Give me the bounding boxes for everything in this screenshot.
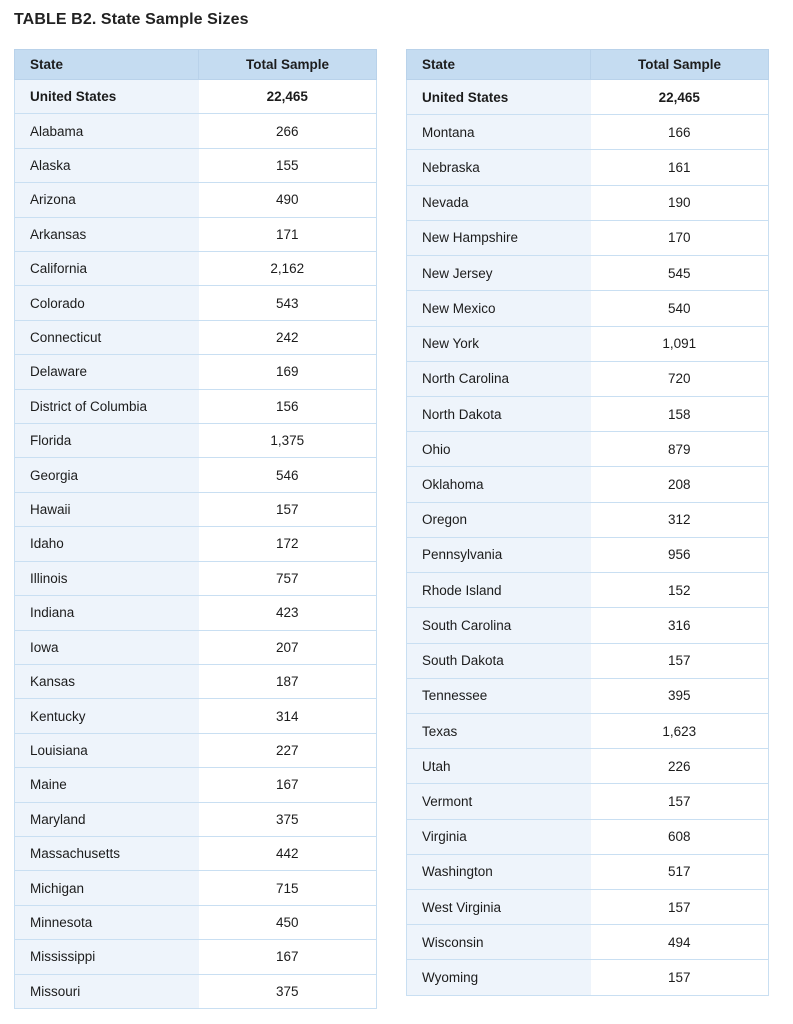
- total-sample-cell: 157: [591, 960, 769, 996]
- state-name-cell: New York: [407, 326, 591, 361]
- table-row: [407, 749, 769, 784]
- table-row: [15, 974, 377, 1008]
- state-name-cell: New Hampshire: [407, 220, 591, 255]
- total-sample-cell: 167: [199, 940, 377, 974]
- table-row: [407, 608, 769, 643]
- state-name-cell: Alaska: [15, 148, 199, 182]
- total-sample-cell: 442: [199, 836, 377, 870]
- table-row: [15, 768, 377, 802]
- total-sample-cell: 395: [591, 678, 769, 713]
- table-row: [407, 960, 769, 996]
- table-row: [407, 256, 769, 291]
- table-row: [407, 713, 769, 748]
- table-header-row: [407, 50, 769, 80]
- state-name-cell: United States: [15, 80, 199, 114]
- table-row: [407, 220, 769, 255]
- state-name-cell: Alabama: [15, 114, 199, 148]
- total-sample-cell: 22,465: [199, 80, 377, 114]
- state-name-cell: District of Columbia: [15, 389, 199, 423]
- total-sample-cell: 546: [199, 458, 377, 492]
- state-name-cell: Maine: [15, 768, 199, 802]
- state-name-cell: Missouri: [15, 974, 199, 1008]
- table-row: [15, 286, 377, 320]
- state-name-cell: Colorado: [15, 286, 199, 320]
- state-name-cell: United States: [407, 80, 591, 115]
- table-row: [407, 115, 769, 150]
- state-name-cell: Louisiana: [15, 733, 199, 767]
- total-sample-cell: 157: [591, 643, 769, 678]
- total-sample-cell: 956: [591, 537, 769, 572]
- total-sample-cell: 152: [591, 573, 769, 608]
- state-name-cell: New Mexico: [407, 291, 591, 326]
- state-name-cell: Virginia: [407, 819, 591, 854]
- state-name-cell: Pennsylvania: [407, 537, 591, 572]
- table-row: [407, 890, 769, 925]
- table-row: [15, 699, 377, 733]
- state-name-cell: Oregon: [407, 502, 591, 537]
- total-sample-cell: 608: [591, 819, 769, 854]
- total-sample-cell: 187: [199, 664, 377, 698]
- table-row: [15, 320, 377, 354]
- table-row: [407, 854, 769, 889]
- table-row: [15, 148, 377, 182]
- total-sample-cell: 1,623: [591, 713, 769, 748]
- state-name-cell: Hawaii: [15, 492, 199, 526]
- table-row: [15, 355, 377, 389]
- table-row: [15, 940, 377, 974]
- state-name-cell: Rhode Island: [407, 573, 591, 608]
- state-name-cell: Idaho: [15, 527, 199, 561]
- state-name-cell: Washington: [407, 854, 591, 889]
- state-name-cell: North Carolina: [407, 361, 591, 396]
- table-row: [15, 458, 377, 492]
- state-name-cell: Kansas: [15, 664, 199, 698]
- total-sample-cell: 316: [591, 608, 769, 643]
- state-name-cell: California: [15, 252, 199, 286]
- state-name-cell: Kentucky: [15, 699, 199, 733]
- state-name-cell: Arkansas: [15, 217, 199, 251]
- table-row: [407, 643, 769, 678]
- state-name-cell: Nebraska: [407, 150, 591, 185]
- state-name-cell: Texas: [407, 713, 591, 748]
- state-name-cell: North Dakota: [407, 396, 591, 431]
- table-row: [15, 871, 377, 905]
- table-row: [15, 836, 377, 870]
- table-row: [407, 467, 769, 502]
- state-name-cell: Wyoming: [407, 960, 591, 996]
- state-name-cell: Michigan: [15, 871, 199, 905]
- total-sample-cell: 314: [199, 699, 377, 733]
- table-row: [407, 326, 769, 361]
- total-sample-cell: 543: [199, 286, 377, 320]
- table-row: [15, 389, 377, 423]
- table-row: [407, 185, 769, 220]
- state-name-cell: Nevada: [407, 185, 591, 220]
- column-header-state: State: [407, 50, 591, 80]
- total-sample-cell: 226: [591, 749, 769, 784]
- state-name-cell: Massachusetts: [15, 836, 199, 870]
- table-row: [407, 150, 769, 185]
- state-name-cell: Maryland: [15, 802, 199, 836]
- state-name-cell: Illinois: [15, 561, 199, 595]
- table-row: [15, 424, 377, 458]
- state-name-cell: Montana: [407, 115, 591, 150]
- total-sample-cell: 715: [199, 871, 377, 905]
- total-sample-cell: 207: [199, 630, 377, 664]
- total-sample-cell: 166: [591, 115, 769, 150]
- total-sample-cell: 266: [199, 114, 377, 148]
- table-row: [15, 114, 377, 148]
- table-row: [407, 819, 769, 854]
- table-row: [407, 678, 769, 713]
- column-header-total-sample: Total Sample: [199, 50, 377, 80]
- state-name-cell: Indiana: [15, 596, 199, 630]
- total-sample-cell: 169: [199, 355, 377, 389]
- total-sample-cell: 720: [591, 361, 769, 396]
- table-row: [15, 527, 377, 561]
- total-sample-cell: 157: [591, 784, 769, 819]
- total-sample-cell: 155: [199, 148, 377, 182]
- column-header-total-sample: Total Sample: [591, 50, 769, 80]
- total-sample-cell: 490: [199, 183, 377, 217]
- total-sample-cell: 879: [591, 432, 769, 467]
- total-sample-cell: 157: [199, 492, 377, 526]
- table-row: [407, 432, 769, 467]
- total-sample-cell: 517: [591, 854, 769, 889]
- state-name-cell: West Virginia: [407, 890, 591, 925]
- table-body: [15, 80, 377, 1009]
- state-name-cell: Arizona: [15, 183, 199, 217]
- table-row: [407, 291, 769, 326]
- state-name-cell: Florida: [15, 424, 199, 458]
- state-name-cell: Vermont: [407, 784, 591, 819]
- total-sample-cell: 1,091: [591, 326, 769, 361]
- table-row: [15, 802, 377, 836]
- table-row: [15, 596, 377, 630]
- total-sample-cell: 190: [591, 185, 769, 220]
- total-sample-cell: 423: [199, 596, 377, 630]
- total-sample-cell: 1,375: [199, 424, 377, 458]
- state-name-cell: New Jersey: [407, 256, 591, 291]
- state-name-cell: Oklahoma: [407, 467, 591, 502]
- state-name-cell: Tennessee: [407, 678, 591, 713]
- table-row-total: [407, 80, 769, 115]
- table-row: [15, 217, 377, 251]
- total-sample-cell: 227: [199, 733, 377, 767]
- table-row: [407, 784, 769, 819]
- state-name-cell: Connecticut: [15, 320, 199, 354]
- total-sample-cell: 208: [591, 467, 769, 502]
- state-name-cell: Georgia: [15, 458, 199, 492]
- total-sample-cell: 22,465: [591, 80, 769, 115]
- table-title: TABLE B2. State Sample Sizes: [14, 11, 249, 28]
- state-name-cell: Ohio: [407, 432, 591, 467]
- total-sample-cell: 540: [591, 291, 769, 326]
- state-name-cell: Utah: [407, 749, 591, 784]
- state-name-cell: South Dakota: [407, 643, 591, 678]
- table-row: [407, 573, 769, 608]
- table-row: [407, 502, 769, 537]
- total-sample-cell: 494: [591, 925, 769, 960]
- table-row: [15, 492, 377, 526]
- total-sample-cell: 375: [199, 974, 377, 1008]
- table-row: [15, 561, 377, 595]
- total-sample-cell: 161: [591, 150, 769, 185]
- total-sample-cell: 170: [591, 220, 769, 255]
- table-row: [15, 905, 377, 939]
- table-row: [15, 630, 377, 664]
- total-sample-cell: 312: [591, 502, 769, 537]
- state-name-cell: Wisconsin: [407, 925, 591, 960]
- table-body: [407, 80, 769, 996]
- state-name-cell: Mississippi: [15, 940, 199, 974]
- column-header-state: State: [15, 50, 199, 80]
- table-row: [15, 252, 377, 286]
- total-sample-cell: 242: [199, 320, 377, 354]
- table-row: [15, 183, 377, 217]
- total-sample-cell: 2,162: [199, 252, 377, 286]
- table-header-row: [15, 50, 377, 80]
- table-row: [407, 396, 769, 431]
- total-sample-cell: 158: [591, 396, 769, 431]
- total-sample-cell: 171: [199, 217, 377, 251]
- total-sample-cell: 167: [199, 768, 377, 802]
- total-sample-cell: 375: [199, 802, 377, 836]
- total-sample-cell: 157: [591, 890, 769, 925]
- table-row: [407, 361, 769, 396]
- table-row: [15, 664, 377, 698]
- state-sample-table-left: [14, 49, 377, 1009]
- total-sample-cell: 757: [199, 561, 377, 595]
- table-row: [407, 537, 769, 572]
- table-row: [407, 925, 769, 960]
- total-sample-cell: 172: [199, 527, 377, 561]
- state-sample-table-right: [406, 49, 769, 996]
- state-name-cell: Delaware: [15, 355, 199, 389]
- total-sample-cell: 156: [199, 389, 377, 423]
- total-sample-cell: 450: [199, 905, 377, 939]
- table-row-total: [15, 80, 377, 114]
- state-name-cell: Iowa: [15, 630, 199, 664]
- total-sample-cell: 545: [591, 256, 769, 291]
- state-name-cell: Minnesota: [15, 905, 199, 939]
- state-name-cell: South Carolina: [407, 608, 591, 643]
- table-row: [15, 733, 377, 767]
